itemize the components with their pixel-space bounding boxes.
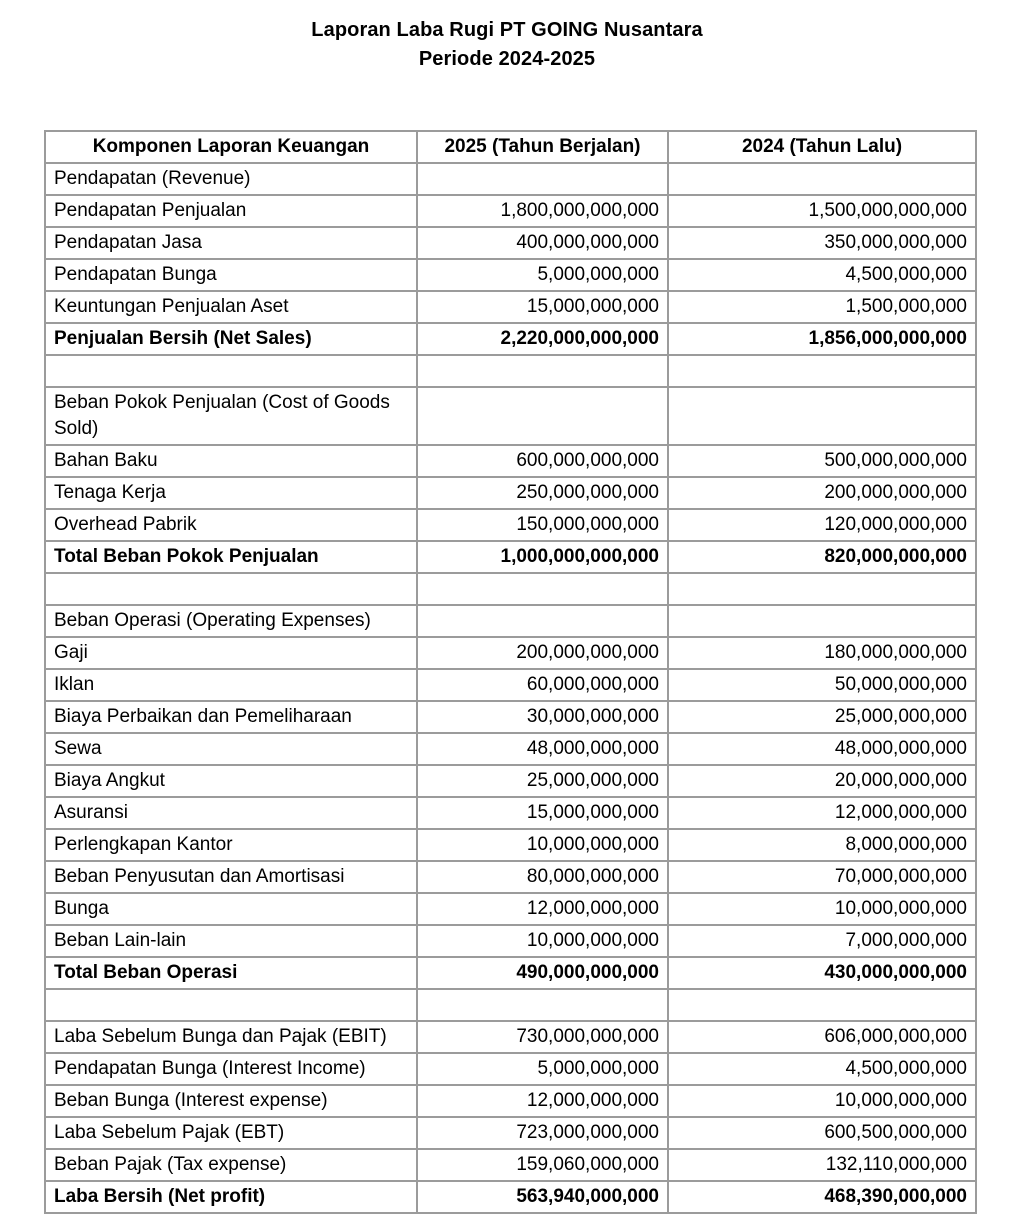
- row-value-2024: 48,000,000,000: [668, 733, 976, 765]
- row-value-2025: 159,060,000,000: [417, 1149, 668, 1181]
- row-label: Penjualan Bersih (Net Sales): [45, 323, 417, 355]
- row-label: Bahan Baku: [45, 445, 417, 477]
- title-line-2: Periode 2024-2025: [418, 48, 596, 70]
- row-value-2024: 180,000,000,000: [668, 637, 976, 669]
- row-value-2025: 250,000,000,000: [417, 477, 668, 509]
- row-value-2025: 150,000,000,000: [417, 509, 668, 541]
- row-label: Pendapatan Bunga (Interest Income): [45, 1053, 417, 1085]
- table-body: [45, 163, 976, 1213]
- column-header-2024: 2024 (Tahun Lalu): [668, 131, 976, 163]
- row-value-2024: 7,000,000,000: [668, 925, 976, 957]
- row-value-2024: 606,000,000,000: [668, 1021, 976, 1053]
- row-value-2025: 5,000,000,000: [417, 1053, 668, 1085]
- row-value-2024: 25,000,000,000: [668, 701, 976, 733]
- row-label: Iklan: [45, 669, 417, 701]
- row-value-2024: 20,000,000,000: [668, 765, 976, 797]
- table-row: [45, 1181, 976, 1213]
- table-row: [45, 829, 976, 861]
- table-row: [45, 989, 976, 1021]
- table-row: [45, 669, 976, 701]
- row-label: Gaji: [45, 637, 417, 669]
- row-label: Laba Bersih (Net profit): [45, 1181, 417, 1213]
- row-value-2024: [668, 989, 976, 1021]
- table-row: [45, 1149, 976, 1181]
- table-row: [45, 541, 976, 573]
- row-label: Laba Sebelum Bunga dan Pajak (EBIT): [45, 1021, 417, 1053]
- row-value-2024: 8,000,000,000: [668, 829, 976, 861]
- row-value-2024: 820,000,000,000: [668, 541, 976, 573]
- table-row: [45, 765, 976, 797]
- row-value-2024: 120,000,000,000: [668, 509, 976, 541]
- row-value-2025: 10,000,000,000: [417, 829, 668, 861]
- table-row: [45, 163, 976, 195]
- row-value-2025: 48,000,000,000: [417, 733, 668, 765]
- row-value-2025: [417, 573, 668, 605]
- row-value-2024: [668, 605, 976, 637]
- row-label: Beban Operasi (Operating Expenses): [45, 605, 417, 637]
- row-label: Perlengkapan Kantor: [45, 829, 417, 861]
- row-value-2025: 10,000,000,000: [417, 925, 668, 957]
- row-label: Bunga: [45, 893, 417, 925]
- row-label: Beban Lain-lain: [45, 925, 417, 957]
- table-row: [45, 1117, 976, 1149]
- row-label: [45, 355, 417, 387]
- row-value-2025: [417, 355, 668, 387]
- row-value-2024: 10,000,000,000: [668, 1085, 976, 1117]
- row-label: Laba Sebelum Pajak (EBT): [45, 1117, 417, 1149]
- row-value-2025: 15,000,000,000: [417, 797, 668, 829]
- row-value-2024: 468,390,000,000: [668, 1181, 976, 1213]
- row-label: [45, 989, 417, 1021]
- row-label: Beban Pokok Penjualan (Cost of Goods Sold): [45, 387, 417, 445]
- row-value-2025: 15,000,000,000: [417, 291, 668, 323]
- row-value-2025: 723,000,000,000: [417, 1117, 668, 1149]
- row-value-2024: 50,000,000,000: [668, 669, 976, 701]
- row-value-2024: 1,500,000,000,000: [668, 195, 976, 227]
- row-label: Biaya Angkut: [45, 765, 417, 797]
- table-row: [45, 291, 976, 323]
- title-line-1: Laporan Laba Rugi PT GOING Nusantara: [311, 19, 703, 41]
- row-value-2025: [417, 605, 668, 637]
- row-value-2024: [668, 387, 976, 445]
- table-row: [45, 195, 976, 227]
- table-row: [45, 445, 976, 477]
- row-label: Pendapatan (Revenue): [45, 163, 417, 195]
- column-header-2025: 2025 (Tahun Berjalan): [417, 131, 668, 163]
- table-row: [45, 387, 976, 445]
- row-label: Keuntungan Penjualan Aset: [45, 291, 417, 323]
- row-value-2024: [668, 163, 976, 195]
- row-value-2024: 600,500,000,000: [668, 1117, 976, 1149]
- table-row: [45, 259, 976, 291]
- row-value-2024: 1,500,000,000: [668, 291, 976, 323]
- table-row: [45, 957, 976, 989]
- column-header-component: Komponen Laporan Keuangan: [45, 131, 417, 163]
- row-value-2025: 1,800,000,000,000: [417, 195, 668, 227]
- row-label: Total Beban Operasi: [45, 957, 417, 989]
- row-label: Asuransi: [45, 797, 417, 829]
- row-label: Biaya Perbaikan dan Pemeliharaan: [45, 701, 417, 733]
- income-statement-table: [44, 130, 977, 1214]
- row-label: Pendapatan Jasa: [45, 227, 417, 259]
- table-row: [45, 925, 976, 957]
- table-row: [45, 573, 976, 605]
- row-label: Overhead Pabrik: [45, 509, 417, 541]
- row-value-2024: 4,500,000,000: [668, 259, 976, 291]
- row-value-2025: 30,000,000,000: [417, 701, 668, 733]
- row-label: Pendapatan Bunga: [45, 259, 417, 291]
- row-value-2024: 350,000,000,000: [668, 227, 976, 259]
- row-label: Pendapatan Penjualan: [45, 195, 417, 227]
- document-title: [0, 0, 1014, 74]
- row-value-2024: 500,000,000,000: [668, 445, 976, 477]
- table-row: [45, 605, 976, 637]
- row-value-2024: 132,110,000,000: [668, 1149, 976, 1181]
- row-value-2025: 563,940,000,000: [417, 1181, 668, 1213]
- row-label: Tenaga Kerja: [45, 477, 417, 509]
- row-value-2025: [417, 387, 668, 445]
- row-value-2024: 430,000,000,000: [668, 957, 976, 989]
- table-row: [45, 355, 976, 387]
- row-value-2025: 5,000,000,000: [417, 259, 668, 291]
- row-value-2025: 400,000,000,000: [417, 227, 668, 259]
- table-row: [45, 509, 976, 541]
- row-label: Beban Bunga (Interest expense): [45, 1085, 417, 1117]
- table-row: [45, 1021, 976, 1053]
- row-value-2024: [668, 355, 976, 387]
- table-row: [45, 323, 976, 355]
- row-label: Sewa: [45, 733, 417, 765]
- table-header: [45, 131, 976, 163]
- table-row: [45, 477, 976, 509]
- table-row: [45, 733, 976, 765]
- table-row: [45, 1085, 976, 1117]
- row-value-2025: 490,000,000,000: [417, 957, 668, 989]
- table-row: [45, 893, 976, 925]
- row-value-2024: 12,000,000,000: [668, 797, 976, 829]
- row-value-2025: 25,000,000,000: [417, 765, 668, 797]
- row-value-2025: 60,000,000,000: [417, 669, 668, 701]
- row-value-2025: 12,000,000,000: [417, 1085, 668, 1117]
- row-value-2025: [417, 163, 668, 195]
- row-label: Beban Pajak (Tax expense): [45, 1149, 417, 1181]
- table-row: [45, 861, 976, 893]
- row-value-2024: 10,000,000,000: [668, 893, 976, 925]
- row-value-2025: 730,000,000,000: [417, 1021, 668, 1053]
- row-value-2025: [417, 989, 668, 1021]
- row-value-2024: 1,856,000,000,000: [668, 323, 976, 355]
- row-value-2025: 12,000,000,000: [417, 893, 668, 925]
- row-value-2025: 600,000,000,000: [417, 445, 668, 477]
- row-value-2024: [668, 573, 976, 605]
- row-label: [45, 573, 417, 605]
- table-row: [45, 1053, 976, 1085]
- header-row: [45, 131, 976, 163]
- row-label: Beban Penyusutan dan Amortisasi: [45, 861, 417, 893]
- row-label: Total Beban Pokok Penjualan: [45, 541, 417, 573]
- row-value-2025: 2,220,000,000,000: [417, 323, 668, 355]
- row-value-2024: 200,000,000,000: [668, 477, 976, 509]
- row-value-2024: 4,500,000,000: [668, 1053, 976, 1085]
- row-value-2024: 70,000,000,000: [668, 861, 976, 893]
- row-value-2025: 200,000,000,000: [417, 637, 668, 669]
- table-row: [45, 637, 976, 669]
- table-row: [45, 797, 976, 829]
- table-row: [45, 701, 976, 733]
- row-value-2025: 1,000,000,000,000: [417, 541, 668, 573]
- row-value-2025: 80,000,000,000: [417, 861, 668, 893]
- table-row: [45, 227, 976, 259]
